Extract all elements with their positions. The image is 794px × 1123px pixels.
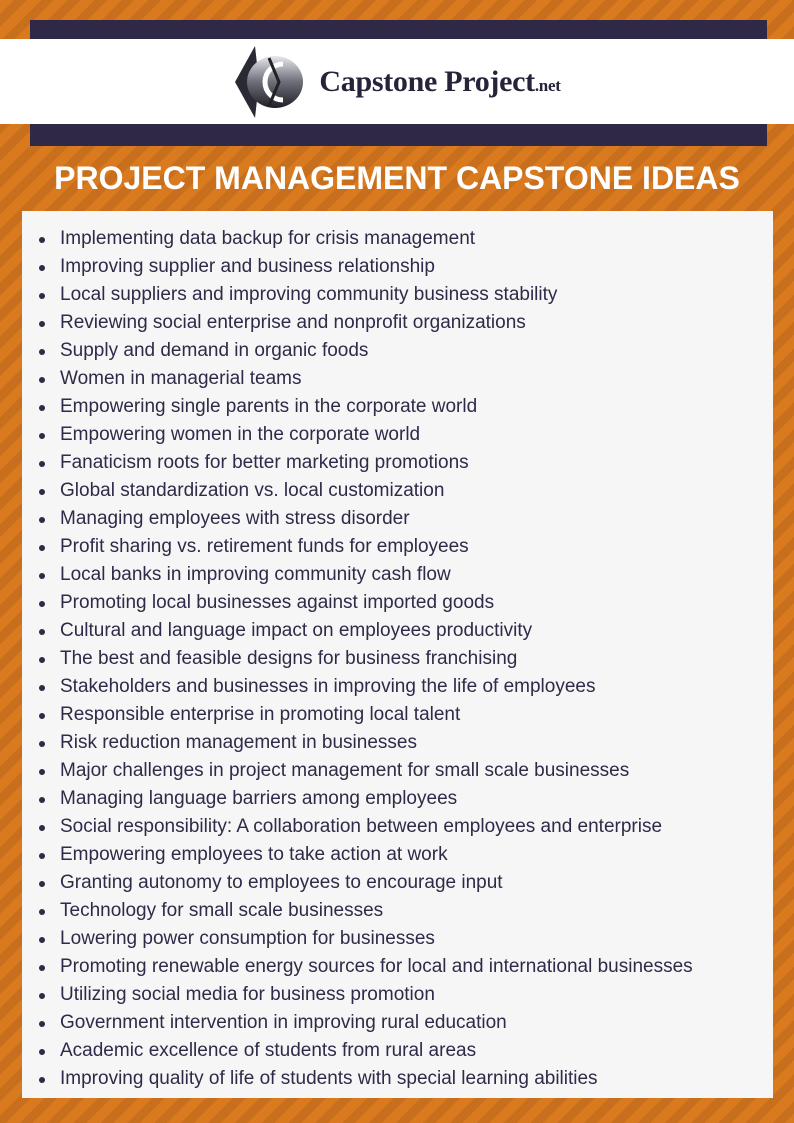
list-item — [60, 533, 773, 561]
list-item — [60, 337, 773, 365]
list-item — [60, 477, 773, 505]
idea-text: Implementing data backup for crisis management — [60, 228, 476, 249]
idea-text: Local suppliers and improving community business stability — [60, 284, 558, 305]
idea-text: Promoting renewable energy sources for local and international businesses — [60, 956, 693, 977]
idea-text: Women in managerial teams — [60, 368, 302, 389]
bullet-icon — [39, 573, 45, 579]
capstone-logo-icon — [233, 44, 305, 120]
bullet-icon — [39, 629, 45, 635]
bullet-icon — [39, 1049, 45, 1055]
idea-text: Managing employees with stress disorder — [60, 508, 410, 529]
list-item — [60, 785, 773, 813]
list-item — [60, 561, 773, 589]
bullet-icon — [39, 349, 45, 355]
idea-text: Empowering women in the corporate world — [60, 424, 421, 445]
list-item — [60, 925, 773, 953]
list-item — [60, 897, 773, 925]
header-bar-top — [30, 20, 767, 39]
idea-text: Utilizing social media for business promotion — [60, 984, 435, 1005]
bullet-icon — [39, 237, 45, 243]
list-item — [60, 869, 773, 897]
list-item — [60, 981, 773, 1009]
idea-text: Reviewing social enterprise and nonprofit organizations — [60, 312, 526, 333]
idea-text: Major challenges in project management for small scale businesses — [60, 760, 630, 781]
idea-text: Granting autonomy to employees to encourage input — [60, 872, 503, 893]
list-item — [60, 841, 773, 869]
list-item — [60, 1065, 773, 1093]
list-item — [60, 813, 773, 841]
bullet-icon — [39, 937, 45, 943]
idea-text: The best and feasible designs for business franchising — [60, 648, 518, 669]
ideas-list — [22, 211, 773, 1093]
list-item — [60, 309, 773, 337]
idea-text: Empowering employees to take action at work — [60, 844, 448, 865]
logo — [233, 44, 560, 120]
idea-text: Supply and demand in organic foods — [60, 340, 369, 361]
idea-text: Managing language barriers among employees — [60, 788, 458, 809]
list-item — [60, 673, 773, 701]
list-item — [60, 365, 773, 393]
bullet-icon — [39, 825, 45, 831]
bullet-icon — [39, 321, 45, 327]
idea-text: Fanaticism roots for better marketing promotions — [60, 452, 469, 473]
list-item — [60, 729, 773, 757]
list-item — [60, 1009, 773, 1037]
list-item — [60, 757, 773, 785]
idea-text: Academic excellence of students from rural areas — [60, 1040, 477, 1061]
idea-text: Empowering single parents in the corporate world — [60, 396, 478, 417]
idea-text: Improving quality of life of students with special learning abilities — [60, 1068, 598, 1089]
bullet-icon — [39, 853, 45, 859]
idea-text: Government intervention in improving rural education — [60, 1012, 507, 1033]
bullet-icon — [39, 685, 45, 691]
bullet-icon — [39, 657, 45, 663]
list-item — [60, 393, 773, 421]
idea-text: Technology for small scale businesses — [60, 900, 384, 921]
idea-text: Promoting local businesses against imported goods — [60, 592, 495, 613]
bullet-icon — [39, 965, 45, 971]
bullet-icon — [39, 601, 45, 607]
bullet-icon — [39, 293, 45, 299]
list-item — [60, 253, 773, 281]
idea-text: Improving supplier and business relationship — [60, 256, 435, 277]
bullet-icon — [39, 433, 45, 439]
bullet-icon — [39, 489, 45, 495]
bullet-icon — [39, 993, 45, 999]
bullet-icon — [39, 909, 45, 915]
list-item — [60, 225, 773, 253]
idea-text: Global standardization vs. local customization — [60, 480, 445, 501]
bullet-icon — [39, 881, 45, 887]
list-item — [60, 421, 773, 449]
logo-band — [0, 39, 794, 124]
idea-text: Risk reduction management in businesses — [60, 732, 417, 753]
bullet-icon — [39, 741, 45, 747]
list-item — [60, 617, 773, 645]
logo-text: Capstone Project.net — [319, 64, 561, 98]
bullet-icon — [39, 797, 45, 803]
list-item — [60, 281, 773, 309]
list-item — [60, 645, 773, 673]
idea-text: Local banks in improving community cash flow — [60, 564, 451, 585]
bullet-icon — [39, 377, 45, 383]
bullet-icon — [39, 461, 45, 467]
bullet-icon — [39, 713, 45, 719]
list-item — [60, 449, 773, 477]
idea-text: Cultural and language impact on employees productivity — [60, 620, 533, 641]
bullet-icon — [39, 1021, 45, 1027]
bullet-icon — [39, 769, 45, 775]
idea-text: Profit sharing vs. retirement funds for employees — [60, 536, 469, 557]
header-bar-bottom — [30, 124, 767, 146]
bullet-icon — [39, 545, 45, 551]
list-item — [60, 701, 773, 729]
page-title: PROJECT MANAGEMENT CAPSTONE IDEAS — [54, 160, 740, 196]
idea-text: Social responsibility: A collaboration between employees and enterprise — [60, 816, 663, 837]
idea-text: Responsible enterprise in promoting local talent — [60, 704, 461, 725]
bullet-icon — [39, 405, 45, 411]
list-item — [60, 1037, 773, 1065]
idea-text: Lowering power consumption for businesses — [60, 928, 435, 949]
list-item — [60, 505, 773, 533]
list-item — [60, 589, 773, 617]
idea-text: Stakeholders and businesses in improving the life of employees — [60, 676, 596, 697]
bullet-icon — [39, 1077, 45, 1083]
bullet-icon — [39, 265, 45, 271]
ideas-panel — [22, 211, 773, 1098]
list-item — [60, 953, 773, 981]
bullet-icon — [39, 517, 45, 523]
